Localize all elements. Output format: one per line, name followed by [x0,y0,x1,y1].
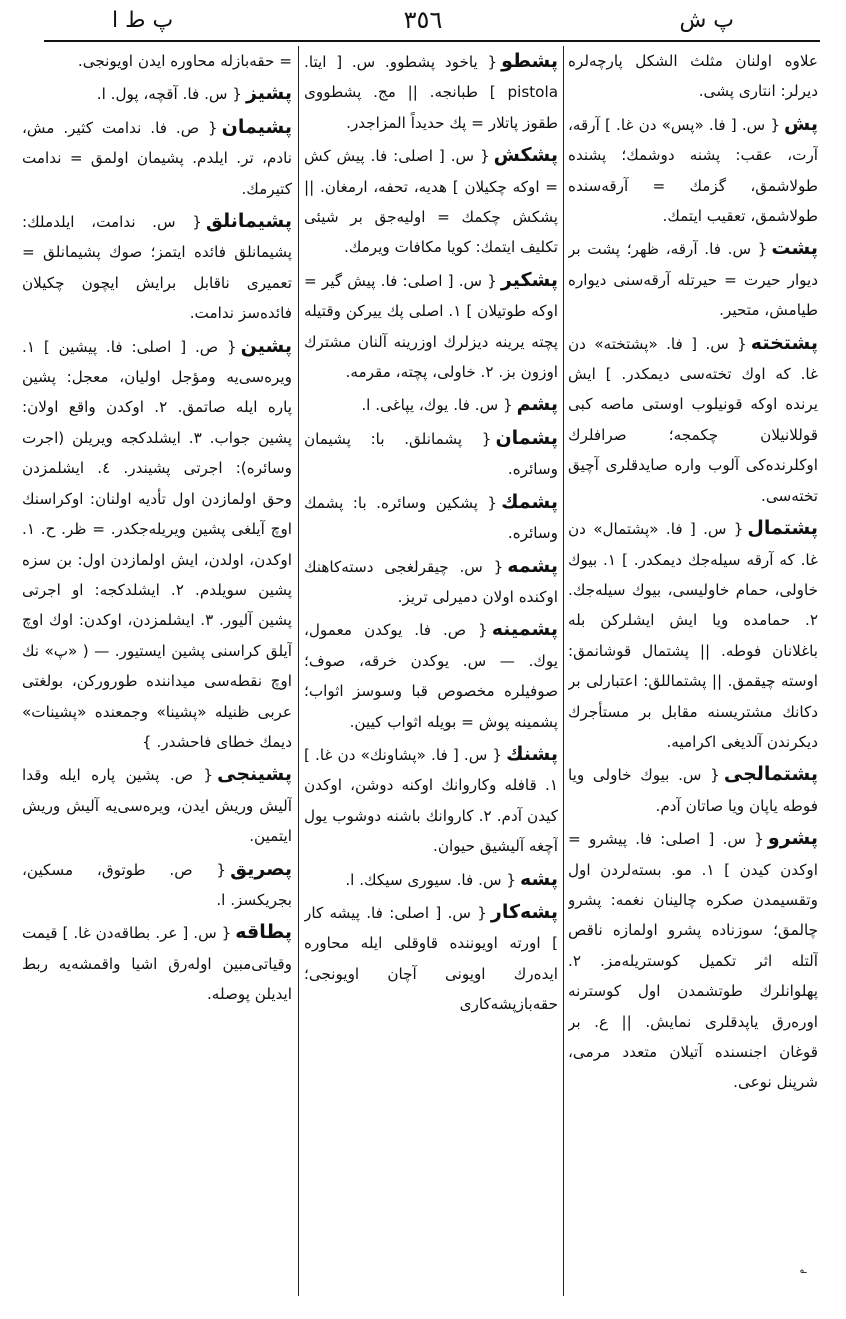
column-divider-left [298,46,299,1296]
entry-definition: { س. [ اصلی: فا. پیش كش = اوكه چكیلان ] هدیه، تحفه، ارمغان. || پشكش چكمك = اولیه‌جق بر شیئی تكلیف ایتمك: كویا مكافات ویرمك. [304,147,558,257]
dictionary-entry [22,112,292,204]
entry-definition: { س. [ فا. «پشاونك» دن غا. ] ١. قافله وكاروانك اوكنه دوشن، اوكدن كیدن آدم. ٢. كاروانك باشنه دوشوب یول آچغه آلیشیق حیوان. [304,745,558,856]
entry-definition: { پشكین وسائره. با: پشمك وسائره. [304,493,558,543]
entry-headword: پشرو [767,827,818,850]
entry-definition: { ص. طوتوق، مسكین، بجریكسز. ا. [22,860,292,909]
entry-headword: پشیز [245,82,292,105]
dictionary-entry [304,739,558,862]
entry-headword: پشكیر [500,268,558,291]
entry-definition: { س. بیوك خاولی ویا فوطه یاپان ویا صاتان آدم. [568,766,818,815]
entry-definition: { س. فا. آرقه، ظهر؛ پشت بر دیوار حیرت = حیرتله آرقه‌سنی دیواره طیامش، متحیر. [568,240,818,320]
dictionary-entry [304,265,558,388]
entry-headword: پشت [771,237,818,260]
dictionary-entry [22,331,292,758]
entry-headword: پشتخته [750,331,818,354]
entry-headword: پشنك [506,742,558,765]
dictionary-entry [304,864,558,895]
dictionary-entry [568,233,818,325]
column-middle [304,46,558,1301]
entry-headword: پشین [240,334,292,357]
entry-headword: پشطو [501,50,558,72]
entry-headword: پصریق [230,857,292,880]
dictionary-entry [304,614,558,737]
entry-headword: پشم [516,393,558,416]
dictionary-entry [568,513,818,757]
entry-headword: پش [784,112,818,135]
dictionary-entry [22,917,292,1009]
entry-headword: پشمان [495,426,558,449]
entry-headword: پشه‌كار [490,900,558,923]
entry-definition: { س. [ اصلی: فا. پیشه كار ] اورته اویوننده قاوقلی ایله محاوره ایده‌رك اویونی آچان اویونجی؛ حقه‌بازپشه‌كاری [304,903,558,1014]
dictionary-entry [304,897,558,1020]
dictionary-entry [304,46,558,138]
column-divider-right [563,46,564,1296]
dictionary-entry [22,78,292,109]
entry-definition: { پشمانلق. با: پشیمان وسائره. [304,429,558,479]
dictionary-entry [568,759,818,821]
page-header [0,0,846,36]
dictionary-entry [304,140,558,263]
entry-definition: { س. [ اصلی: فا. پیشرو = اوكدن كیدن ] ١. مو. بسته‌لردن اول وتقسیمدن صكره چالینان نغمه: پشرو چالمق؛ سوزناده پشرو اولمازه ناقص آلتله اثر تكمیل كوستریله‌مز. ٢. پهلوانلرك طوتشمدن اول كوسترنه اوره‌رق یاپدقلری نمایش. || ع. بر قوغان اجنسنده آتیلان متعدد مرمی، شرپنل نوعی. [568,830,818,1092]
entry-headword: پشینجی [217,763,292,786]
dictionary-entry [304,389,558,420]
entry-definition: { ص. [ اصلی: فا. پیشین ] ١. ویره‌سی‌یه ومؤجل اولیان، معجل: پشین پاره ایله صاتمق. ٢. اوكدن واقع اولان: پشین جواب. ٣. ایشلدكجه‌ ویریلن (اجرت وسائره): اجرتی پشیندر. ٤. ایشلمزدن وحق اولمازدن اول تأدیه اولنان: اوكراسنك اوچ آیلغی پشین ویریله‌جكدر. = ظر. ح. ١. اوكدن، اولدن، ایش اولمازدن اول: بن سزه پشین سویلدم. ٢. ایشلدكجه: او اجرتی پشین آلیور. ٣. ایشلمزدن، اوكدن: اوك اوچ آیلق كراسنی پشین ایستیور. — ( «پ» نك اوچ نقطه‌سی میداننده طورورکن، بولغتی عربی ظنیله «پشینا» وجمعنده «پشینات» دیمك خطای فاحشدر. } [22,337,292,751]
entry-definition: { س. [ فا. «پشتمال» دن غا. كه آرقه سیله‌جك دیمكدر. ] ١. بیوك خاولی، حمام خاولیسی، بیوك سیله‌جك. ٢. حمامده ویا ایش ایشلركن بله باغلانان فوطه. || پشتمال قوشانمق: اوسته چیقمق. || پشتماللق: اعتبارلی بر دكانك مشتریسنه مقابل بر مستأجرك دیكرندن آلدیغی اكرامیه. [568,520,818,751]
entry-definition: { س. ندامت، ایلدملك: پشیمانلق فائده ایتمز؛ صوك پشیمانلق = تعمیری ناقابل برایش ایچون چكیلان فائده‌سز ندامت. [22,213,292,323]
dictionary-entry [568,823,818,1098]
dictionary-entry [22,759,292,851]
entry-definition: { س. چیقرلغجی دسته‌كاهنك اوكنده اولان دمیرلی تریز. [304,557,558,606]
dictionary-entry [568,328,818,511]
entry-headword: پشه [520,867,558,890]
dictionary-entry [304,487,558,549]
entry-definition: { ص. فا. ندامت كثیر. مش، نادم، تر. ایلدم. پشیمان اولمق = ندامت كتیرمك. [22,118,292,198]
entry-headword: پشكش [493,144,558,167]
entry-definition: { ص. پشین پاره ایله وقدا آلیش وریش ایدن، ویره‌سی‌یه آلیش وریش ایتمین. [22,766,292,846]
dictionary-entry [568,46,818,107]
entry-definition: = حقه‌بازله محاوره ایدن اویونجی. [77,52,292,70]
entry-headword: پشتمالجی [723,763,818,786]
entry-definition: علاوه اولنان مثلث الشكل پارچه‌لره دیرلر: انتاری پشی. [568,52,818,101]
dictionary-entry [22,854,292,916]
column-right [568,46,818,1301]
entry-headword: پشمه [507,554,558,577]
entry-definition: { س. فا. یوك، یپاغی. ا. [361,396,513,415]
entry-headword: پشیمان [221,115,292,138]
entry-definition: { یاخود پشطوو. س. [ ایتا. pistola ] طبانجه. || مج. پشطووی طقوز پاتلار = پك حدیداً المزاجدر. [304,53,558,132]
dictionary-entry [22,206,292,329]
entry-headword: پشمك [501,490,558,513]
header-guide-left: پ ط ا [112,8,174,33]
dictionary-entry [304,423,558,485]
header-rule [44,40,820,42]
entry-definition: { س. [ فا. «پس» دن غا. ] آرقه، آرت، عقب: پشنه دوشمك؛ پشنده طولاشمق، گزمك = آرقه‌سنده طولاشمق، تعقیب ایتمك. [568,115,818,226]
entry-headword: پشمینه [491,618,558,641]
entry-definition: { س. [ اصلی: فا. پیش گیر = اوكه طوتیلان ] ١. اصلی پك ییركن وقتیله پچته یرینه دیزلرك اوزرینه آلنان مشترك اوزون بز. ٢. خاولی، پچته، مقرمه. [304,271,558,382]
entry-definition: { س. فا. سیوری سیكك. ا. [345,870,516,889]
dictionary-entry [22,46,292,76]
entry-headword: پطاقه [235,921,292,944]
column-left [22,46,292,1301]
dictionary-entry [568,109,818,232]
entry-headword: پشتمال [747,517,818,540]
entry-definition: { ص. فا. یوكدن معمول، یوك. — س. یوكدن خرقه، صوف؛ صوفیلره مخصوص قبا وسوسز اثواب؛ پشمینه پوش = بویله اثواب كیین. [304,621,558,731]
dictionary-entry [304,551,558,613]
entry-definition: { س. فا. آقچه، پول. ا. [96,85,242,104]
footer-mark: ؎ [800,1262,808,1276]
entry-headword: پشیمانلق [205,210,292,233]
entry-definition: { س. [ عر. بطاقه‌دن غا. ] قیمت وقیاتی‌مبین اوله‌رق اشیا واقمشه‌یه ربط ایدیلن پوصله. [22,924,292,1004]
entry-definition: { س. [ فا. «پشتخته» دن غا. كه اوك تخته‌سی دیمكدر. ] ایش یرنده اوكه قونیلوب اوستی ماصه كبی قوللانیلان چكمجه؛ صرافلرك اوكلرنده‌كی آلوب‌ واره صایدقلری آچیق تخته‌سی. [568,334,818,505]
page-number: ٣٥٦ [403,6,443,34]
header-guide-right: پ ش [679,8,734,33]
